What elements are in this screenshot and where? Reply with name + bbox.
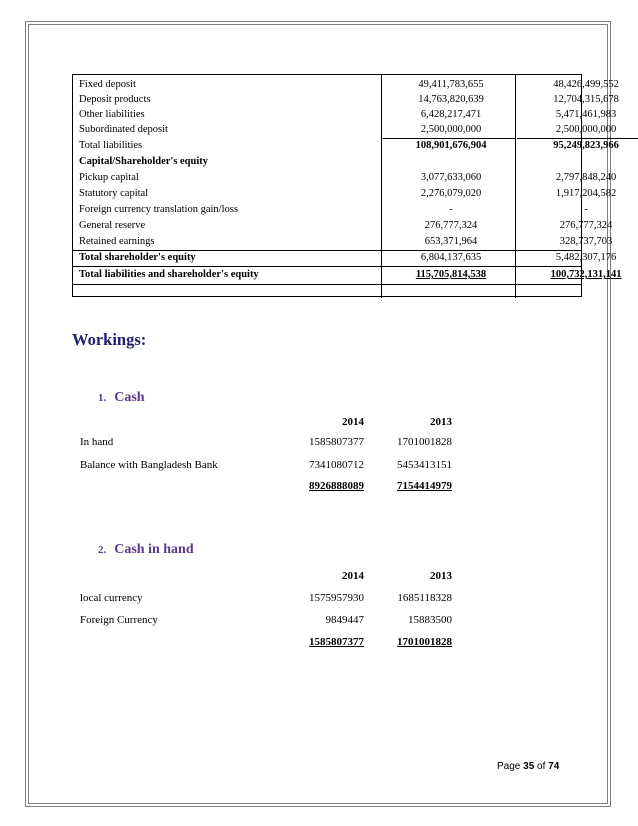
- row-label: In hand: [80, 436, 114, 448]
- row-label: Foreign currency translation gain/loss: [79, 204, 238, 215]
- row-label: Fixed deposit: [79, 79, 136, 90]
- cash-row: [80, 457, 480, 473]
- value-2014: 2,500,000,000: [420, 124, 482, 135]
- row-label: Total shareholder's equity: [79, 252, 196, 263]
- table-row: [73, 107, 617, 122]
- value-2014: 2,276,079,020: [420, 188, 482, 199]
- table-row: [73, 122, 617, 137]
- cash-year-header: [80, 414, 480, 430]
- value-2013: 1,917,204,582: [555, 188, 617, 199]
- row-label: Subordinated deposit: [79, 124, 168, 135]
- cash-total-row: [80, 478, 480, 494]
- page-word: Page: [497, 761, 521, 772]
- table-row: [73, 250, 617, 265]
- row-label: Foreign Currency: [80, 614, 158, 626]
- cash-in-hand-heading: [98, 542, 194, 558]
- cash-in-hand-total-row: [80, 634, 480, 650]
- value-2013: 1685118328: [397, 592, 452, 604]
- year-2013: 2013: [430, 416, 452, 428]
- value-2013: 2,500,000,000: [555, 124, 617, 135]
- table-row: [73, 202, 588, 217]
- of-word: of: [537, 761, 546, 772]
- cash-row: [80, 434, 480, 450]
- total-pages: 74: [548, 761, 560, 772]
- value-2014: 1575957930: [309, 592, 364, 604]
- value-2014: 3,077,633,060: [420, 172, 482, 183]
- total-2013: 7154414979: [397, 480, 452, 492]
- value-2013: 5453413151: [397, 459, 452, 471]
- page-number: 35: [523, 761, 535, 772]
- value-2013: 12,704,315,678: [553, 94, 619, 105]
- table-row: [73, 267, 622, 282]
- balance-sheet-table: [72, 74, 622, 297]
- cash-in-hand-row: [80, 612, 480, 628]
- cash-in-hand-title: Cash in hand: [114, 542, 194, 557]
- value-2014: 276,777,324: [424, 220, 478, 231]
- value-2014: 115,705,814,538: [415, 269, 487, 280]
- cash-number: 1.: [98, 392, 107, 404]
- value-2014: 6,804,137,635: [420, 252, 482, 263]
- row-label: Deposit products: [79, 94, 151, 105]
- cash-heading: [98, 390, 145, 406]
- row-label: local currency: [80, 592, 143, 604]
- cash-in-hand-row: [80, 590, 480, 606]
- cash-in-hand-year-header: [80, 568, 480, 584]
- table-row: [73, 218, 613, 233]
- year-2013: 2013: [430, 570, 452, 582]
- row-separator: [73, 284, 581, 285]
- row-label: Capital/Shareholder's equity: [79, 156, 209, 167]
- table-row: [73, 170, 617, 185]
- value-2013: 328,737,703: [559, 236, 613, 247]
- table-row: [73, 138, 619, 153]
- value-2013: 48,426,499,552: [553, 79, 619, 90]
- row-label: Statutory capital: [79, 188, 149, 199]
- total-2013: 1701001828: [397, 636, 452, 648]
- value-2013: 276,777,324: [559, 220, 613, 231]
- year-2014: 2014: [342, 570, 364, 582]
- table-row: [73, 154, 583, 169]
- row-label: Other liabilities: [79, 109, 145, 120]
- value-2014: 653,371,964: [424, 236, 478, 247]
- row-label: Retained earnings: [79, 236, 155, 247]
- row-label: Total liabilities and shareholder's equity: [79, 269, 259, 280]
- value-2013: 100,732,131,141: [550, 269, 622, 280]
- table-row: [73, 92, 619, 107]
- row-label: Pickup capital: [79, 172, 139, 183]
- total-2014: 8926888089: [309, 480, 364, 492]
- table-row: [73, 186, 617, 201]
- value-2013: 15883500: [408, 614, 452, 626]
- row-label: Balance with Bangladesh Bank: [80, 459, 218, 471]
- value-2013: 5,482,307,176: [555, 252, 617, 263]
- value-2013: 1701001828: [397, 436, 452, 448]
- value-2014: 7341080712: [309, 459, 364, 471]
- value-2014: 14,763,820,639: [418, 94, 484, 105]
- cash-title: Cash: [114, 390, 145, 405]
- value-2013: 95,249,823,966: [553, 140, 619, 151]
- value-2014: 49,411,783,655: [418, 79, 484, 90]
- year-2014: 2014: [342, 416, 364, 428]
- value-2014: -: [449, 204, 453, 215]
- table-row: [73, 234, 613, 249]
- value-2013: -: [584, 204, 588, 215]
- workings-heading: Workings:: [72, 330, 147, 349]
- value-2013: 2,797,848,240: [555, 172, 617, 183]
- cash-in-hand-number: 2.: [98, 544, 107, 556]
- page-footer: [497, 761, 559, 772]
- value-2014: 9849447: [325, 614, 364, 626]
- table-row: [73, 77, 619, 92]
- value-2014: 1585807377: [309, 436, 364, 448]
- row-label: General reserve: [79, 220, 146, 231]
- value-2013: 5,471,461,983: [555, 109, 617, 120]
- value-2014: 108,901,676,904: [415, 140, 487, 151]
- value-2014: 6,428,217,471: [420, 109, 482, 120]
- total-2014: 1585807377: [309, 636, 364, 648]
- row-label: Total liabilities: [79, 140, 143, 151]
